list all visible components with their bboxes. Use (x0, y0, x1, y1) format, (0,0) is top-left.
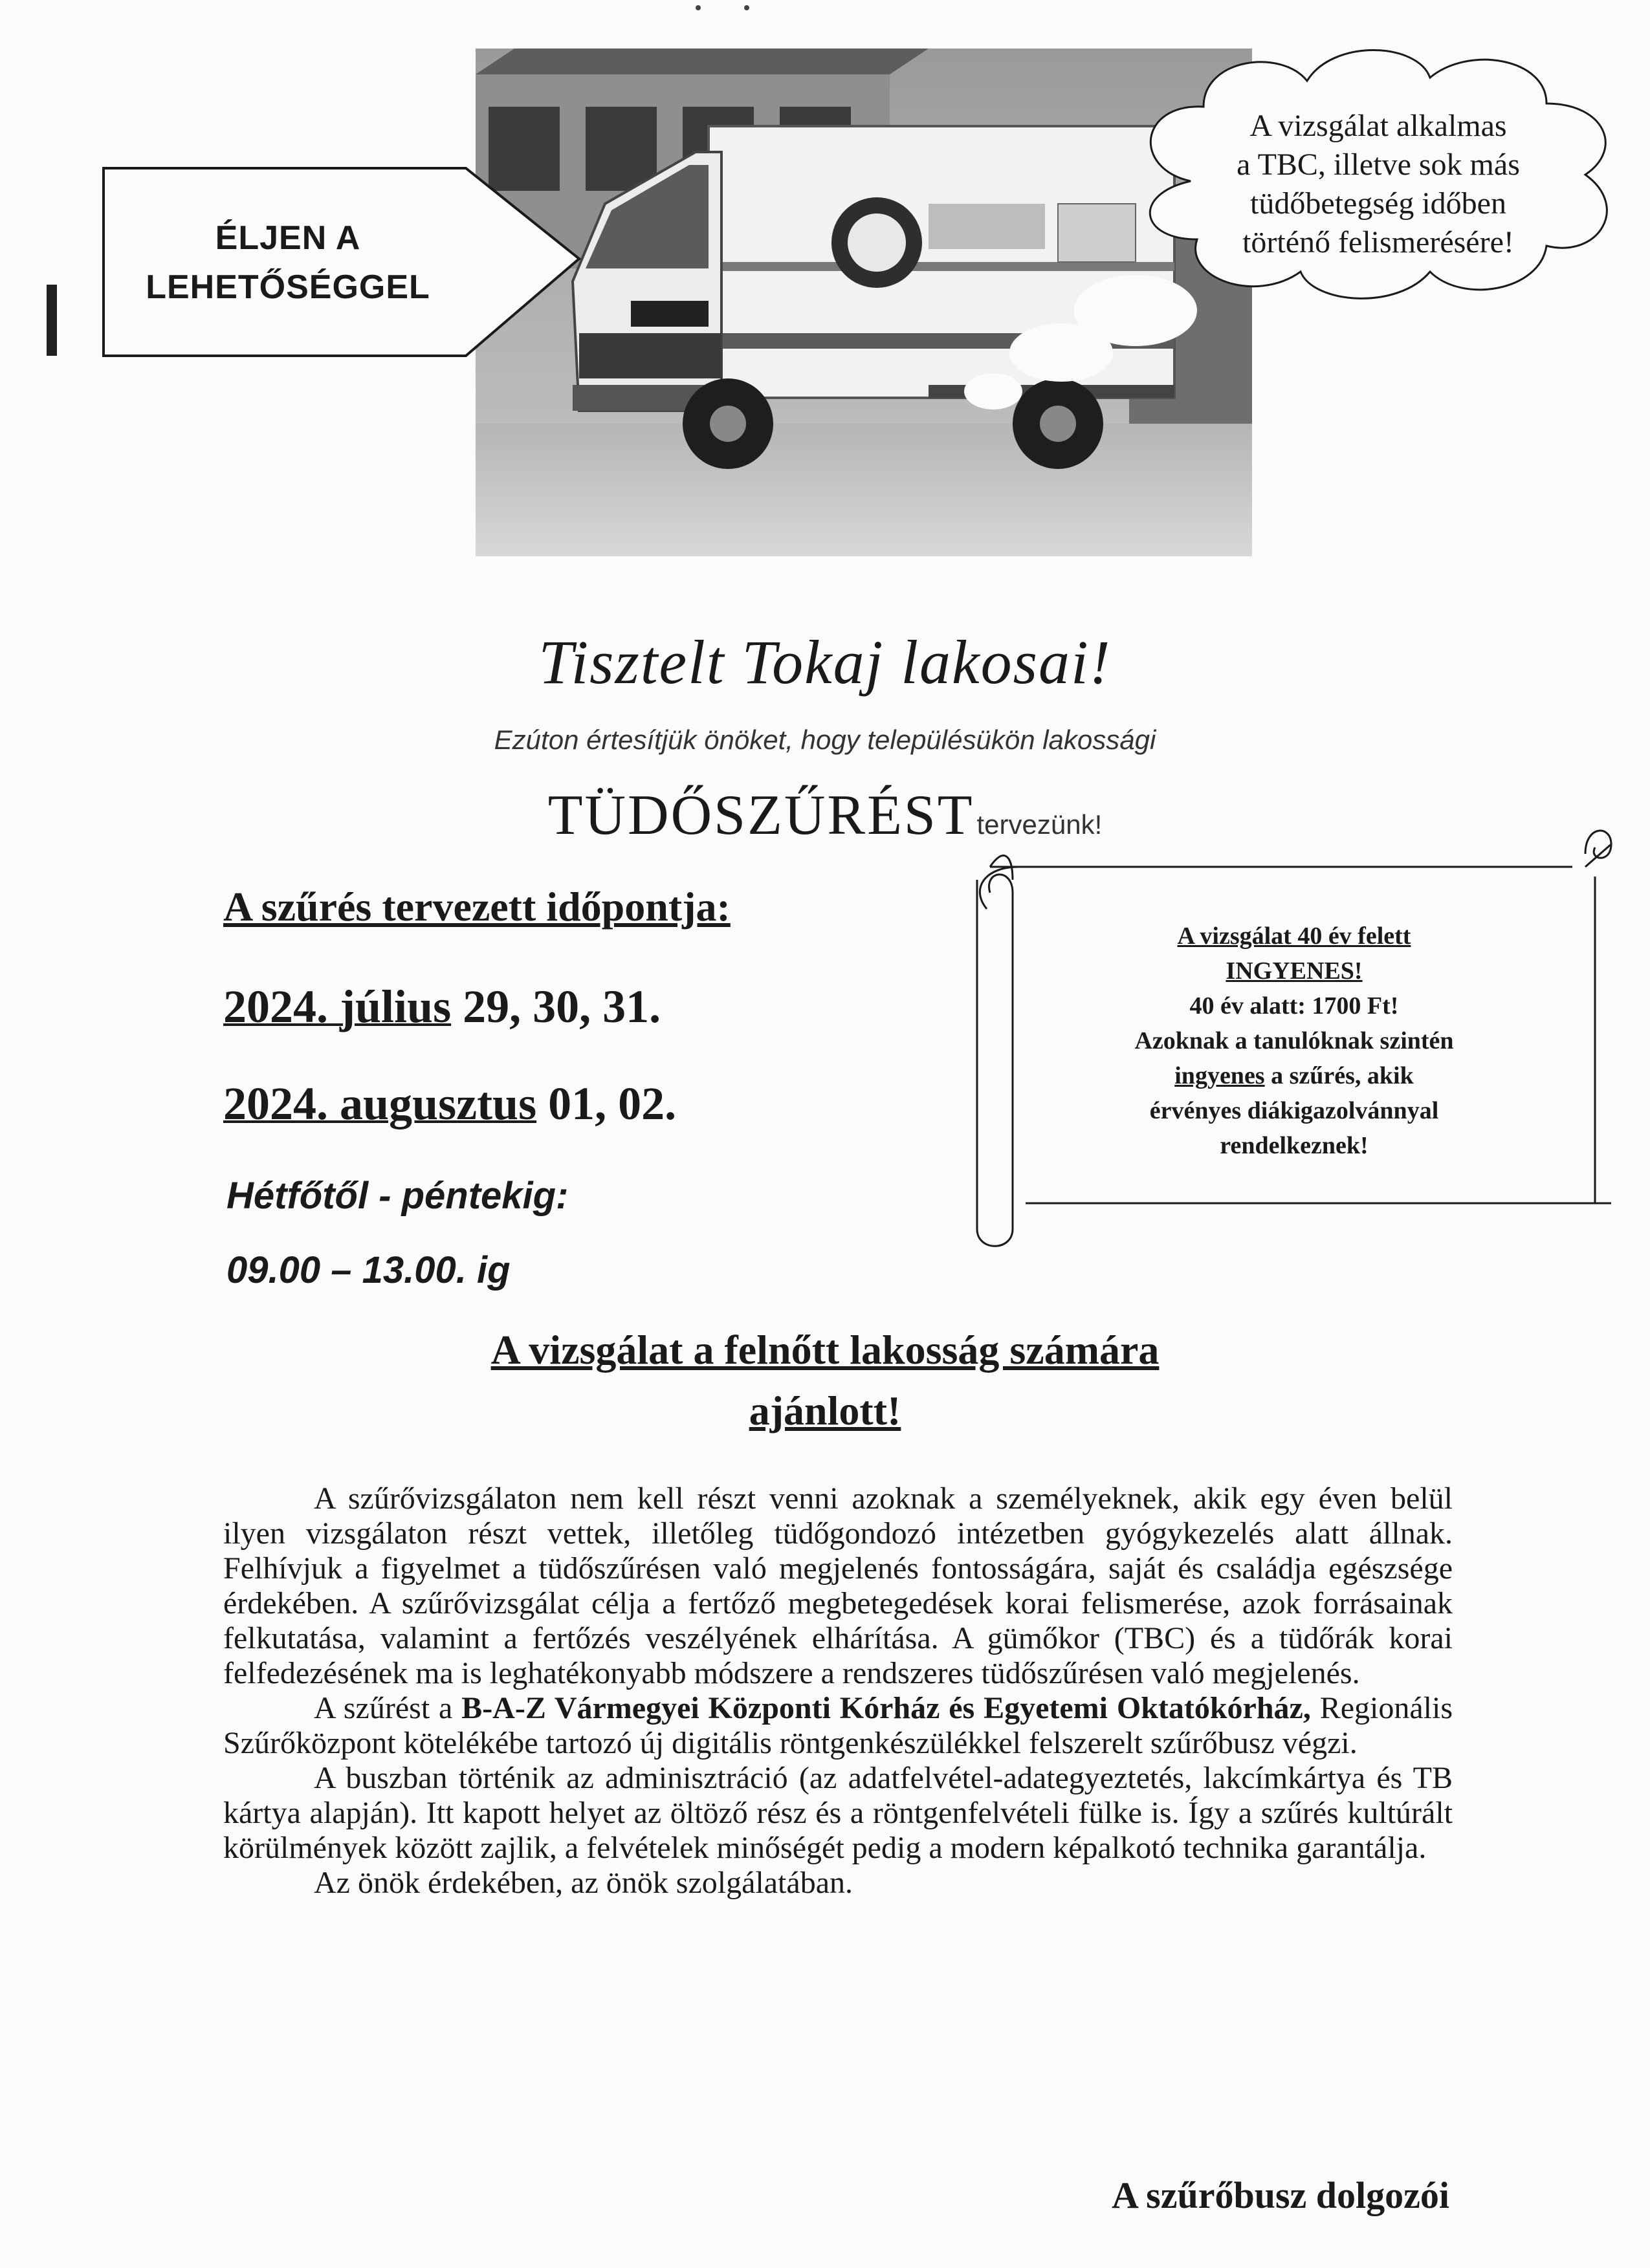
date-august-days: 01, 02. (548, 1078, 677, 1129)
hospital-name: B-A-Z Vármegyei Központi Kórház és Egyetemi Oktatókórház, (461, 1691, 1311, 1725)
scroll-line5 (1035, 1058, 1553, 1093)
date-july-days: 29, 30, 31. (463, 981, 661, 1032)
scroll-line5-free: ingyenes (1174, 1062, 1265, 1089)
body-p2-post: Regionális Szűrőközpont kötelékébe tartozó új digitális röntgenkészülékkel felszerelt szűrőbusz végzi. (223, 1691, 1453, 1760)
cloud-callout-text (1178, 107, 1579, 262)
scan-speck (744, 5, 749, 10)
arrow-callout-line2: LEHETŐSÉGGEL (146, 268, 430, 306)
scan-speck (696, 5, 701, 10)
body-text (223, 1481, 1453, 1901)
schedule-title: A szűrés tervezett időpontja: (223, 884, 731, 930)
cloud-line1: A vizsgálat alkalmas (1249, 109, 1507, 143)
scroll-banner-text (1035, 919, 1553, 1163)
cloud-line4: történő felismerésére! (1242, 225, 1514, 259)
scroll-line1: A vizsgálat 40 év felett (1177, 922, 1411, 950)
headline-suffix: tervezünk! (976, 809, 1103, 840)
date-august-month: 2024. augusztus (223, 1078, 537, 1129)
schedule-hours: 09.00 – 13.00. ig (226, 1249, 511, 1291)
scroll-line6: érvényes diákigazolvánnyal (1149, 1097, 1439, 1124)
schedule-days: Hétfőtől - péntekig: (226, 1175, 569, 1217)
recommendation (0, 1320, 1650, 1441)
arrow-callout-text (97, 213, 479, 312)
cloud-line3: tüdőbetegség időben (1250, 186, 1506, 221)
scroll-line5-rest: a szűrés, akik (1271, 1062, 1414, 1089)
body-paragraph-2 (223, 1691, 1453, 1761)
body-paragraph-4: Az önök érdekében, az önök szolgálatában. (314, 1866, 853, 1900)
signature: A szűrőbusz dolgozói (1111, 2174, 1449, 2216)
scroll-line3: 40 év alatt: 1700 Ft! (1189, 992, 1399, 1020)
recommendation-line1: A vizsgálat a felnőtt lakosság számára (490, 1327, 1160, 1373)
scan-edge-mark (47, 285, 57, 356)
body-paragraph-3: A buszban történik az adminisztráció (az adatfelvétel-adategyeztetés, lakcímkártya és TB kártya alapján). Itt kapott helyet az öltöző rész és a röntgenfelvételi fülke is. Így a szűrés kultúrált körülmények között zajlik, a felvételek minőségét pedig a modern képalkotó technika garantálja. (223, 1761, 1453, 1865)
page-title: Tisztelt Tokaj lakosai! (538, 627, 1112, 697)
recommendation-line2: ajánlott! (749, 1388, 901, 1434)
date-line-july (223, 980, 661, 1034)
body-p2-pre: A szűrést a (314, 1691, 453, 1725)
body-paragraph-1: A szűrővizsgálaton nem kell részt venni azoknak a személyeknek, akik egy éven belül ilyen vizsgálaton részt vettek, illetőleg tüdőgondozó intézetben gyógykezelés alatt állnak. Felhívjuk a figyelmet a tüdőszűrésen való megjelenés fontosságára, saját és családja egészsége érdekében. A szűrővizsgálat célja a fertőző megbetegedések korai felismerése, azok forrásainak felkutatása, valamint a fertőzés veszélyének elhárítása. A gümőkor (TBC) és a tüdőrák korai felfedezésének ma is leghatékonyabb módszere a rendszeres tüdőszűrésen való megjelenés. (223, 1481, 1453, 1690)
date-july-month: 2024. július (223, 981, 452, 1032)
scroll-line2: INGYENES! (1226, 957, 1363, 985)
cloud-line2: a TBC, illetve sok más (1237, 147, 1520, 182)
date-line-august (223, 1077, 676, 1131)
intro-line: Ezúton értesítjük önöket, hogy településükön lakossági (494, 725, 1156, 755)
arrow-callout-line1: ÉLJEN A (215, 219, 361, 257)
scroll-line7: rendelkeznek! (1220, 1132, 1369, 1159)
scroll-line4: Azoknak a tanulóknak szintén (1134, 1027, 1454, 1054)
headline-main: TÜDŐSZŰRÉST (547, 784, 974, 847)
